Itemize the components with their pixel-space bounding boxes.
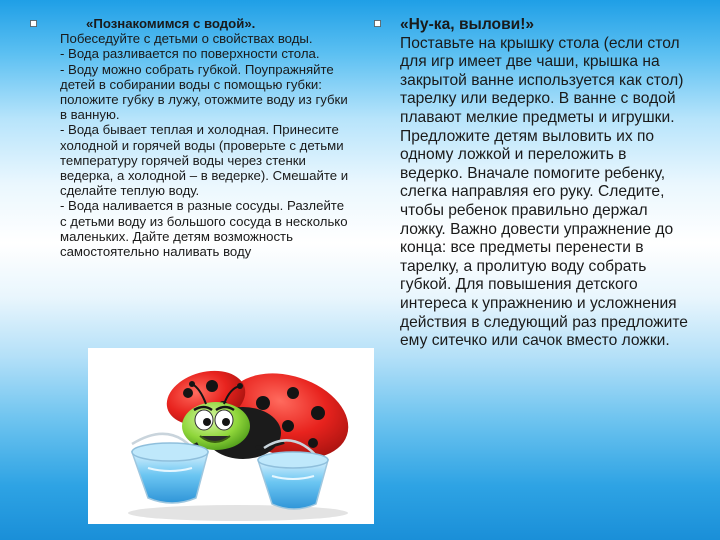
right-body: Поставьте на крышку стола (если стол для игр имеет две чаши, крышка на закрытой ванне используется как стол) тарелку или ведерко. В ванне с водой плавают мелкие предметы и игрушки. Предложите детям выловить их по одному ложкой и переложить в ведерко. Вначале помогите ребенку, слегка направляя его руку. Следите, чтобы ребенок правильно держал ложку. Важно довести упражнение до конца: все предметы перенести в тарелку, а пролитую воду собрать губкой. Для повышения детского интереса к упражнению и усложнения действия в следующий раз предложите ему ситечко или сачок вместо ложки. (400, 34, 688, 350)
right-bullet-row (374, 16, 690, 351)
left-paragraph: - Вода бывает теплая и холодная. Принесите холодной и горячей воды (проверьте с детьми температуру горячей воды через стенки ведерка, а холодной – в ведерке). Смешайте и сделайте теплую воду. (60, 122, 349, 199)
left-column (30, 16, 350, 259)
ladybug-with-water-buckets-icon (88, 348, 374, 524)
left-paragraph: - Вода наливается в разные сосуды. Разлейте с детьми воду из большого сосуда в несколько маленьких. Дайте детям возможность самостоятельно наливать воду (60, 198, 348, 260)
left-paragraph: Побеседуйте с детьми о свойствах воды. (60, 31, 313, 47)
right-text (400, 16, 690, 351)
right-column (374, 16, 690, 351)
square-bullet-icon (30, 20, 38, 28)
square-bullet-icon (374, 20, 382, 28)
left-paragraph: - Вода разливается по поверхности стола. (60, 46, 320, 62)
right-title: «Ну-ка, вылови!» (400, 16, 535, 33)
left-text (60, 16, 350, 259)
left-bullet-row (30, 16, 350, 259)
left-title: «Познакомимся с водой». (86, 16, 256, 31)
left-paragraph: - Воду можно собрать губкой. Поупражняйте детей в собирании воды с помощью губки: положите губку в лужу, отожмите воду из губки в ванную. (60, 61, 348, 123)
ladybug-illustration (88, 348, 374, 524)
